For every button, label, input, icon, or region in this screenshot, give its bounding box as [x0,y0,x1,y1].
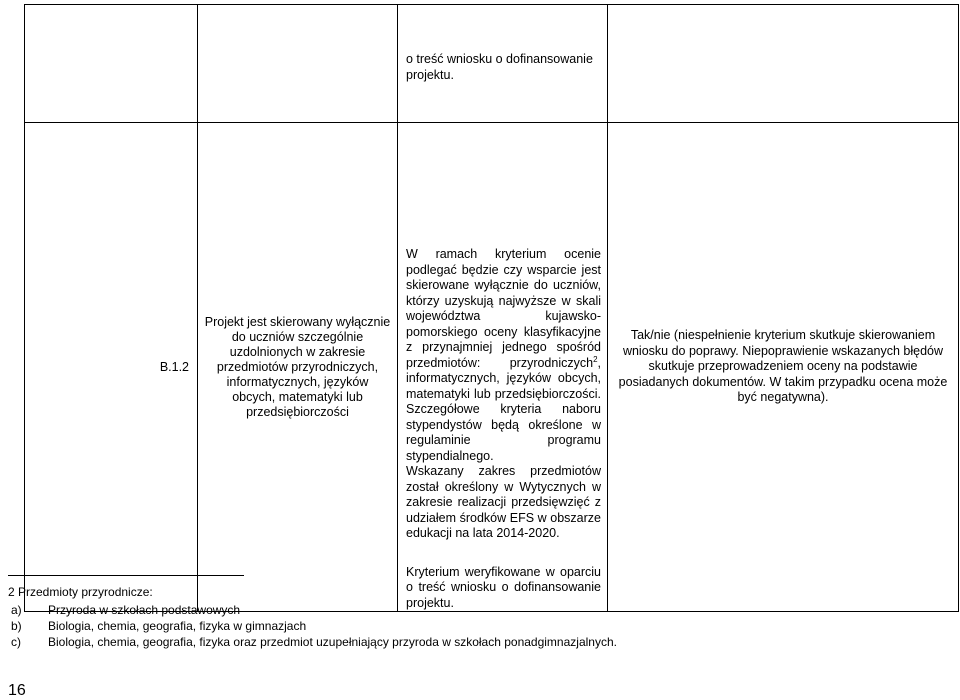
footnote-item [8,634,617,650]
footnote-item [8,618,617,634]
criterion-description [406,123,601,611]
criteria-table [24,4,959,612]
table-row-continuation [25,5,959,123]
footnote-item-letter: c) [11,635,21,649]
criterion-id: B.1.2 [25,123,198,612]
continuation-text: o treść wniosku o dofinansowanie projektu. [406,52,593,82]
footnote-item-text: Biologia, chemia, geografia, fizyka w gimnazjach [48,619,307,633]
page-number: 16 [8,682,26,699]
footnote-separator [8,575,244,576]
description-part-1: W ramach kryterium ocenie podlegać będzie czy wsparcie jest skierowane wyłącznie do uczniów, którzy uzyskują najwyższe w skali województwa kujawsko-pomorskiego oceny klasyfikacyjne z przynajmniej jednego spośród przedmiotów: przyrodniczych [406,247,601,370]
footnotes [8,584,617,650]
footnote-item-text: Biologia, chemia, geografia, fizyka oraz przedmiot uzupełniający przyroda w szkołach ponadgimnazjalnych. [48,635,617,649]
footnote-item-letter: a) [11,603,22,617]
cell-empty-4 [608,5,959,123]
criterion-description-cell [398,123,608,612]
criterion-name: Projekt jest skierowany wyłącznie do uczniów szczególnie uzdolnionych w zakresie przedmiotów przyrodniczych, informatycznych, języków obcych, matematyki lub przedsiębiorczości [198,123,398,612]
cell-continuation-text [398,5,608,123]
description-paragraph-main [406,247,601,464]
table-row-b12 [25,123,959,612]
footnote-marker: 2 [593,354,598,364]
footnote-title: 2 Przedmioty przyrodnicze: [8,585,153,599]
cell-empty-1 [25,5,198,123]
description-part-2: , informatycznych, języków obcych, matematyki lub przedsiębiorczości. Szczegółowe kryteria naboru stypendystów będą określone w regulaminie programu stypendialnego. [406,355,601,463]
footnote-item-letter: b) [11,619,22,633]
evaluation-method: Tak/nie (niespełnienie kryterium skutkuje skierowaniem wniosku do poprawy. Niepoprawienie wskazanych błędów skutkuje przeprowadzeniem oceny na podstawie posiadanych dokumentów. W takim przypadku ocena może być negatywna). [608,123,959,612]
footnote-item-text: Przyroda w szkołach podstawowych [48,603,241,617]
description-paragraph-scope: Wskazany zakres przedmiotów został określony w Wytycznych w zakresie realizacji przedsięwzięć z udziałem środków EFS w obszarze edukacji na lata 2014-2020. [406,464,601,540]
description-verification: Kryterium weryfikowane w oparciu o treść wniosku o dofinansowanie projektu. [406,564,601,610]
cell-empty-2 [198,5,398,123]
footnote-item [8,602,617,618]
